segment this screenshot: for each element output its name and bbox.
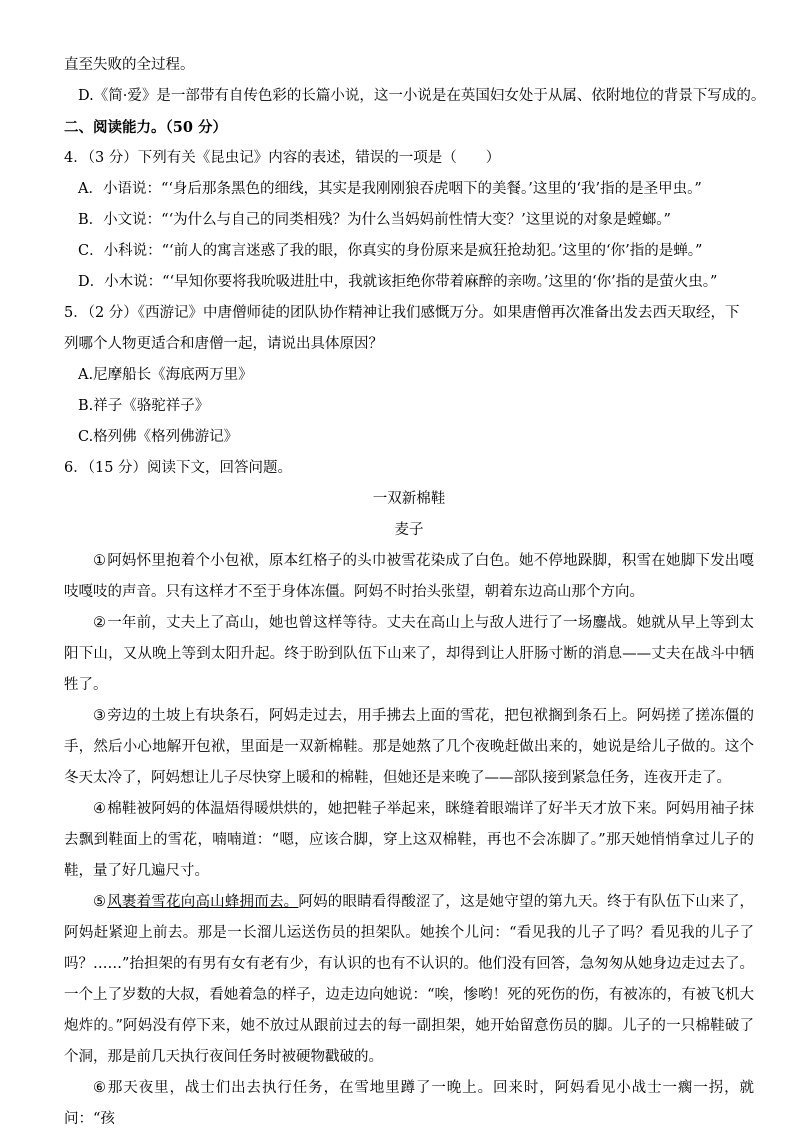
question-6-stem: 6．（15 分）阅读下文，回答问题。	[64, 460, 293, 476]
underlined-sentence: 风裹着雪花向高山蜂拥而去。	[107, 894, 299, 910]
question-5-option-c: C.格列佛《格列佛游记》	[78, 429, 239, 445]
question-4-option-b: B．小文说：“‘为什么与自己的同类相残？为什么当妈妈前性情大变？’这里说的对象是螳螂。”	[78, 212, 671, 228]
question-5-stem: 5．（2 分）《西游记》中唐僧师徒的团队协作精神让我们感慨万分。如果唐僧再次准备出发去西天取经，下列哪个人物更适合和唐僧一起，请说出具体原因？	[64, 305, 740, 352]
article-author: 麦子	[394, 522, 424, 538]
article-paragraph-4: ④棉鞋被阿妈的体温焐得暖烘烘的，她把鞋子举起来，眯缝着眼端详了好半天才放下来。阿妈用袖子抹去飘到鞋面上的雪花，喃喃道：“嗯，应该合脚，穿上这双棉鞋，再也不会冻脚了。”那天她悄悄拿过儿子的鞋，量了好几遍尺寸。	[64, 801, 755, 879]
article-paragraph-5: ⑤风裹着雪花向高山蜂拥而去。阿妈的眼睛看得酸涩了，这是她守望的第九天。终于有队伍下山来了，阿妈赶紧迎上前去。那是一长溜儿运送伤员的担架队。她挨个儿问：“看见我的儿子了吗？看见我的儿子了吗？……”抬担架的有男有女有老有少，有认识的也有不认识的。他们没有回答，急匆匆从她身边走过去了。一个上了岁数的大叔，看她着急的样子，边走边向她说：“唉，惨哟！死的死伤的伤，有被冻的，有被飞机大炮炸的。”阿妈没有停下来，她不放过从跟前过去的每一副担架，她开始留意伤员的脚。儿子的一只棉鞋破了个洞，那是前几天执行夜间任务时被硬物戳破的。	[64, 894, 755, 1065]
question-4-option-c: C．小科说：“‘前人的寓言迷惑了我的眼，你真实的身份原来是疯狂抢劫犯。’这里的‘你’指的是蝉。”	[78, 243, 703, 259]
article-paragraph-2: ②一年前，丈夫上了高山，她也曾这样等待。丈夫在高山上与敌人进行了一场鏖战。她就从早上等到太阳下山，又从晚上等到太阳升起。终于盼到队伍下山来了，却得到让人肝肠寸断的消息——丈夫在战斗中牺牲了。	[64, 615, 755, 693]
top-line: 直至失败的全过程。	[64, 57, 195, 73]
section-heading: 二、阅读能力。（50 分）	[64, 119, 227, 136]
article-title: 一双新棉鞋	[372, 491, 446, 507]
article-paragraph-6: ⑥那天夜里，战士们出去执行任务，在雪地里蹲了一晚上。回来时，阿妈看见小战士一瘸一拐，就问：“孩	[64, 1080, 754, 1127]
question-5-option-b: B.祥子《骆驼祥子》	[78, 398, 210, 414]
question-4-option-d: D．小木说：“‘早知你要将我吮吸进肚中，我就该拒绝你带着麻醉的亲吻。’这里的‘你’指的是萤火虫。”	[78, 274, 718, 290]
option-3d: D.《简·爱》是一部带有自传色彩的长篇小说，这一小说是在英国妇女处于从属、依附地位的背景下写成的。	[78, 88, 766, 104]
question-4-option-a: A．小语说：“‘身后那条黑色的细线，其实是我刚刚狼吞虎咽下的美餐。’这里的‘我’指的是圣甲虫。”	[78, 181, 702, 197]
document-page	[64, 50, 766, 1135]
question-4-stem: 4．（3 分）下列有关《昆虫记》内容的表述，错误的一项是（ ）	[64, 150, 501, 166]
question-5-option-a: A.尼摩船长《海底两万里》	[78, 367, 253, 383]
article-paragraph-1: ①阿妈怀里抱着个小包袱，原本红格子的头巾被雪花染成了白色。她不停地跺脚，积雪在她脚下发出嘎吱嘎吱的声音。只有这样才不至于身体冻僵。阿妈不时抬头张望，朝着东边高山那个方向。	[64, 553, 755, 600]
article-paragraph-3: ③旁边的土坡上有块条石，阿妈走过去，用手拂去上面的雪花，把包袱搁到条石上。阿妈搓了搓冻僵的手，然后小心地解开包袱，里面是一双新棉鞋。那是她熬了几个夜晚赶做出来的，她说是给儿子做的。这个冬天太冷了，阿妈想让儿子尽快穿上暖和的棉鞋，但她还是来晚了——部队接到紧急任务，连夜开走了。	[64, 708, 755, 786]
